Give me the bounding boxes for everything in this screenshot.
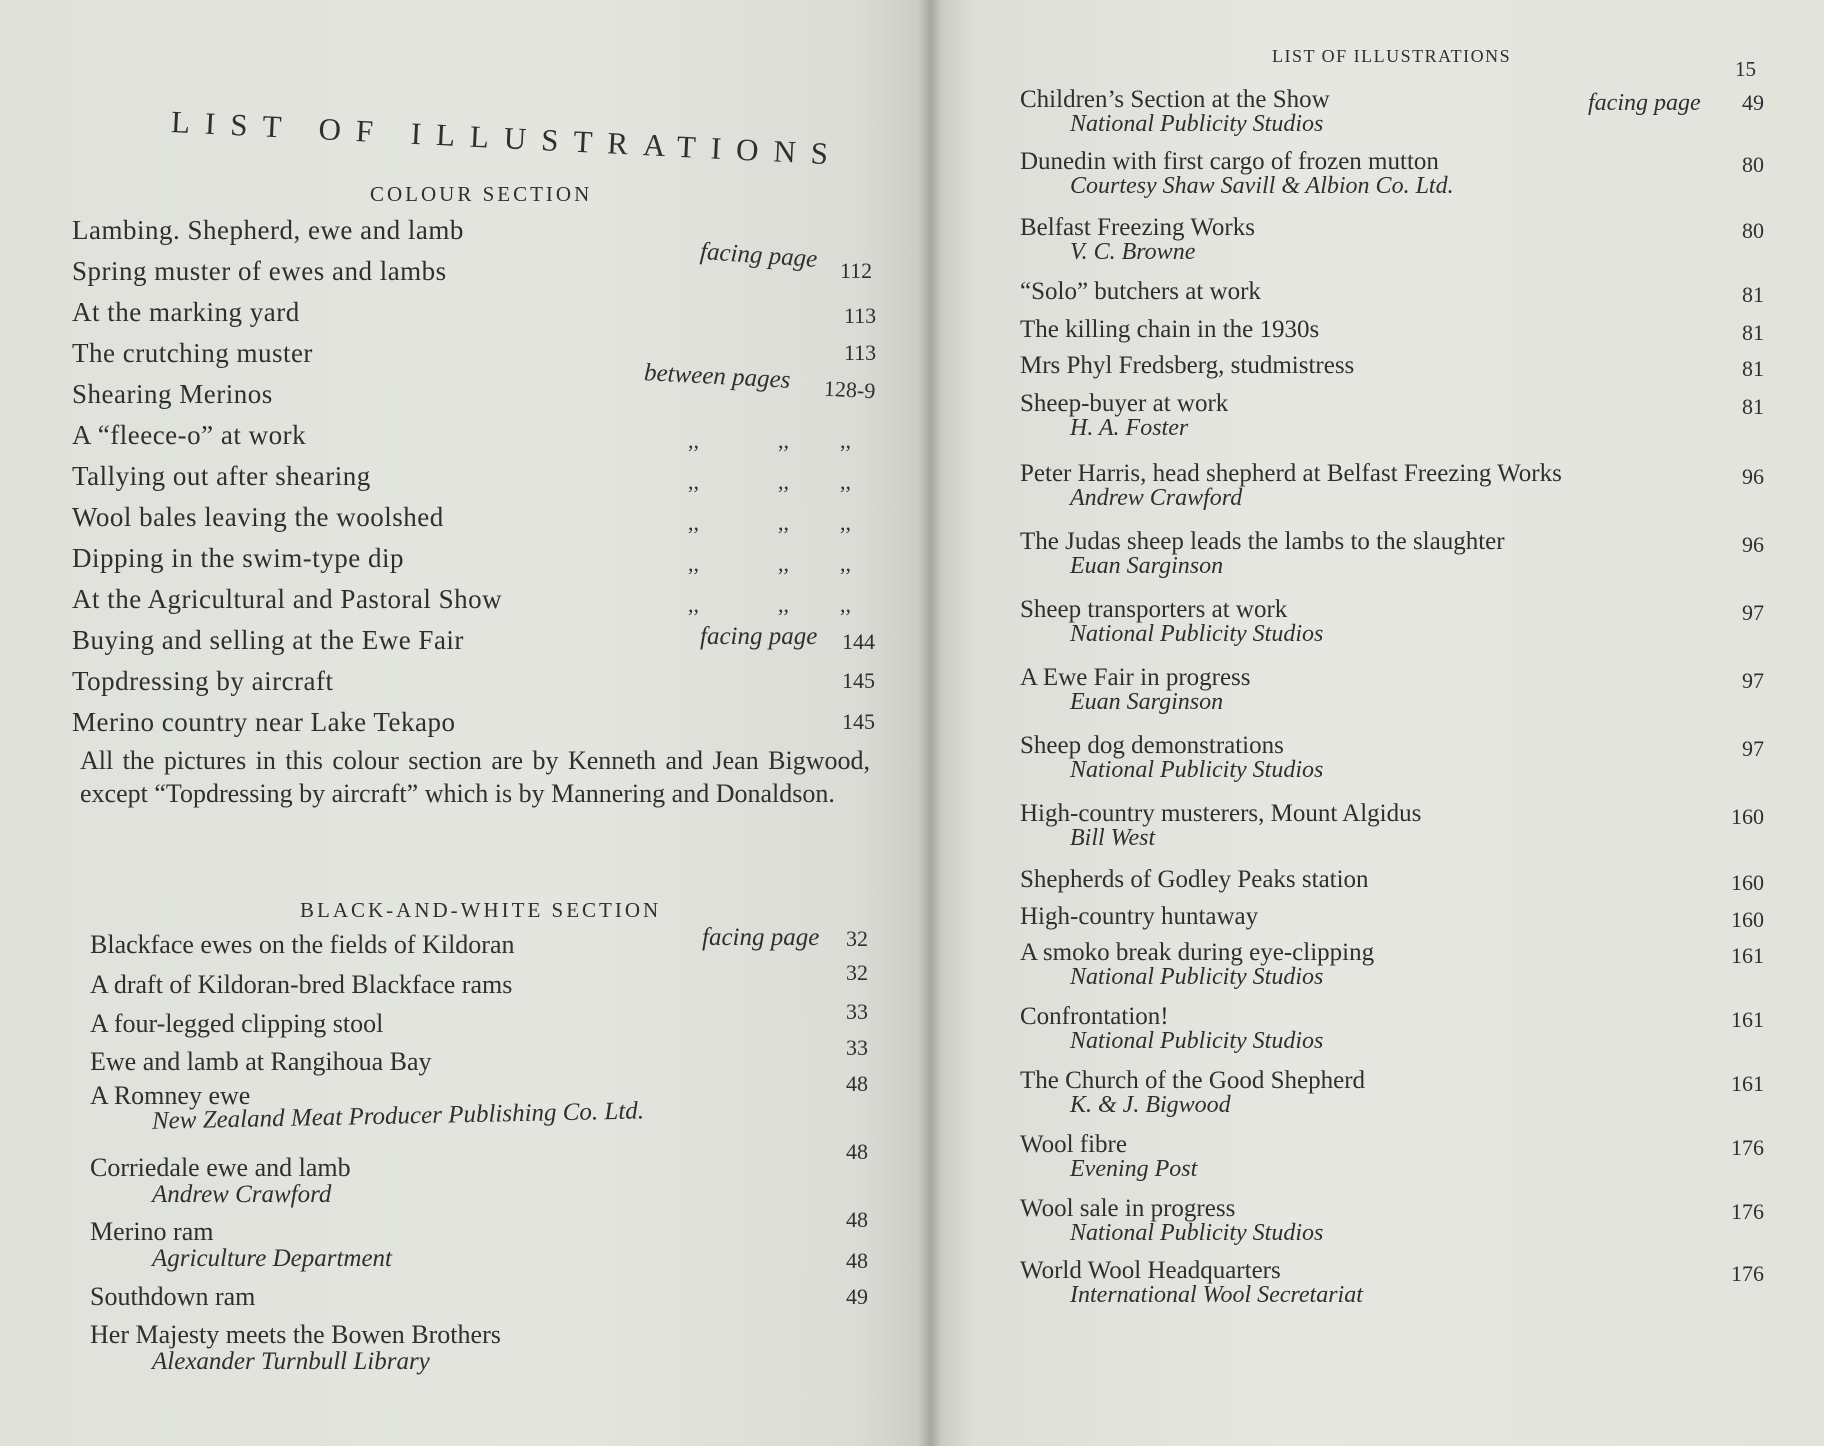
illustration-title: Blackface ewes on the fields of Kildoran [90, 930, 515, 959]
illustration-title: Wool bales leaving the woolshed [72, 502, 444, 532]
illustration-title: A draft of Kildoran-bred Blackface rams [90, 970, 513, 999]
facing-page-note: facing page [700, 623, 818, 650]
page-number: 81 [1742, 394, 1764, 419]
list-item [72, 666, 875, 707]
list-item [1020, 352, 1764, 390]
list-item [90, 960, 870, 1009]
list-item [1020, 903, 1764, 939]
list-item [72, 420, 872, 461]
illustration-title: A four-legged clipping stool [90, 1009, 384, 1038]
page-number: 32 [846, 960, 868, 985]
page-number: 97 [1742, 668, 1764, 693]
list-item [1020, 528, 1764, 596]
ditto-mark: ,, [778, 510, 789, 535]
ditto-mark: ,, [778, 592, 789, 617]
list-item [90, 1139, 870, 1217]
page-number: 160 [1731, 907, 1764, 932]
illustration-title: At the marking yard [72, 297, 300, 327]
ditto-mark: ,, [840, 469, 851, 494]
list-item [1020, 390, 1764, 460]
photo-credit: Alexander Turnbull Library [152, 1348, 430, 1375]
page-number: 33 [846, 1035, 868, 1060]
ditto-mark: ,, [688, 592, 699, 617]
illustration-title: Southdown ram [90, 1282, 256, 1311]
right-illustrations-list [1020, 86, 1764, 1319]
list-item [90, 1071, 870, 1153]
illustration-title: World Wool Headquarters [1020, 1257, 1281, 1284]
illustration-title: Her Majesty meets the Bowen Brothers [90, 1320, 501, 1349]
page-number: 81 [1742, 282, 1764, 307]
bw-section-list [90, 924, 870, 1384]
list-item [1020, 278, 1764, 316]
illustration-title: Mrs Phyl Fredsberg, studmistress [1020, 352, 1355, 379]
page-number: 112 [840, 258, 873, 283]
list-item [1020, 732, 1764, 800]
page-number: 176 [1731, 1135, 1764, 1160]
page-number: 32 [846, 926, 868, 951]
ditto-mark: ,, [840, 592, 851, 617]
illustration-title: Ewe and lamb at Rangihoua Bay [90, 1047, 432, 1076]
list-item [1020, 866, 1764, 903]
page-number: 176 [1731, 1261, 1764, 1286]
ditto-mark: ,, [688, 469, 699, 494]
list-item [1020, 1131, 1764, 1195]
list-item [72, 623, 875, 666]
illustration-title: Wool fibre [1020, 1131, 1127, 1158]
photo-credit: New Zealand Meat Producer Publishing Co. Ltd. [151, 1097, 645, 1135]
illustration-title: Corriedale ewe and lamb [90, 1153, 351, 1182]
page-number: 176 [1731, 1199, 1764, 1224]
photo-credit: Courtesy Shaw Savill & Albion Co. Ltd. [1070, 173, 1454, 199]
colour-credit-note: All the pictures in this colour section are by Kenneth and Jean Bigwood, except “Topdressing by aircraft” which is by Mannering and Donaldson. [80, 746, 870, 808]
illustration-title: High-country musterers, Mount Algidus [1020, 800, 1422, 827]
facing-page-note: facing page [702, 924, 820, 951]
illustration-title: Dipping in the swim-type dip [72, 543, 404, 573]
facing-page-note: facing page [1588, 90, 1701, 116]
list-item [90, 1207, 870, 1282]
page-number: 113 [844, 340, 877, 365]
photo-credit: National Publicity Studios [1070, 964, 1324, 990]
page-number: 48 [846, 1071, 868, 1096]
page-number: 161 [1731, 1071, 1764, 1096]
list-item [90, 999, 870, 1047]
photo-credit: H. A. Foster [1070, 415, 1189, 441]
page-number: 113 [844, 303, 877, 328]
page-number-folio: 15 [1735, 57, 1756, 81]
illustration-title: The killing chain in the 1930s [1020, 316, 1320, 343]
illustration-title: Shepherds of Godley Peaks station [1020, 866, 1369, 893]
list-item [72, 237, 873, 297]
book-gutter [918, 0, 942, 1446]
photo-credit: Euan Sarginson [1070, 553, 1224, 579]
facing-page-note: facing page [699, 237, 819, 274]
list-item [72, 359, 876, 420]
running-head: LIST OF ILLUSTRATIONS [1272, 46, 1512, 66]
list-item [1020, 460, 1764, 528]
illustration-title: Merino country near Lake Tekapo [72, 707, 456, 737]
illustration-title: Confrontation! [1020, 1003, 1169, 1030]
page-number: 161 [1731, 1007, 1764, 1032]
photo-credit: V. C. Browne [1070, 239, 1196, 265]
ditto-mark: ,, [840, 510, 851, 535]
page-number: 81 [1742, 356, 1764, 381]
photo-credit: Andrew Crawford [152, 1181, 332, 1208]
list-item [1020, 1067, 1764, 1131]
ditto-mark: ,, [778, 428, 789, 453]
page-number: 48 [846, 1207, 868, 1232]
illustration-title: Shearing Merinos [72, 379, 273, 409]
list-item [1020, 664, 1764, 732]
list-item [1020, 800, 1764, 866]
colour-section-list [72, 215, 877, 748]
ditto-mark: ,, [778, 551, 789, 576]
ditto-mark: ,, [840, 551, 851, 576]
illustration-title: Topdressing by aircraft [72, 666, 334, 696]
photo-credit: Euan Sarginson [1070, 689, 1224, 715]
colour-section-heading: COLOUR SECTION [370, 182, 593, 206]
page-number: 160 [1731, 804, 1764, 829]
photo-credit: K. & J. Bigwood [1070, 1092, 1231, 1118]
photo-credit: Bill West [1070, 825, 1156, 851]
illustration-title: The Judas sheep leads the lambs to the slaughter [1020, 528, 1505, 555]
page-number: 96 [1742, 464, 1764, 489]
photo-credit: Agriculture Department [152, 1245, 393, 1272]
illustration-title: A Romney ewe [90, 1081, 251, 1110]
page-title: LIST OF ILLUSTRATIONS [170, 104, 844, 172]
illustration-title: Peter Harris, head shepherd at Belfast Freezing Works [1020, 460, 1562, 487]
illustration-title: A “fleece-o” at work [72, 420, 307, 450]
list-item [72, 502, 872, 543]
illustration-title: Children’s Section at the Show [1020, 86, 1330, 113]
list-item [90, 1035, 870, 1081]
ditto-mark: ,, [840, 428, 851, 453]
page-number: 48 [846, 1248, 868, 1273]
photo-credit: National Publicity Studios [1070, 111, 1324, 137]
list-item [1020, 1003, 1764, 1067]
page-number: 80 [1742, 218, 1764, 243]
photo-credit: National Publicity Studios [1070, 757, 1324, 783]
list-item [1020, 86, 1764, 148]
page-number: 128-9 [823, 375, 876, 404]
illustration-title: Belfast Freezing Works [1020, 214, 1255, 241]
photo-credit: National Publicity Studios [1070, 1028, 1324, 1054]
photo-credit: International Wool Secretariat [1070, 1282, 1363, 1308]
list-item [72, 707, 875, 748]
list-item [1020, 939, 1764, 1003]
list-item [1020, 1257, 1764, 1319]
illustration-title: Dunedin with first cargo of frozen mutton [1020, 148, 1439, 175]
illustration-title: A smoko break during eye-clipping [1020, 939, 1375, 966]
ditto-mark: ,, [688, 510, 699, 535]
illustration-title: Lambing. Shepherd, ewe and lamb [72, 215, 464, 245]
page-number: 161 [1731, 943, 1764, 968]
ditto-mark: ,, [778, 469, 789, 494]
illustration-title: Sheep transporters at work [1020, 596, 1288, 623]
illustration-title: At the Agricultural and Pastoral Show [72, 584, 503, 614]
illustration-title: Buying and selling at the Ewe Fair [72, 625, 464, 655]
list-item [72, 297, 877, 338]
ditto-mark: ,, [688, 428, 699, 453]
photo-credit: National Publicity Studios [1070, 1220, 1324, 1246]
list-item [1020, 1195, 1764, 1257]
page-number: 48 [846, 1139, 868, 1164]
page-number: 145 [842, 709, 875, 734]
page-number: 97 [1742, 600, 1764, 625]
page-number: 33 [846, 999, 868, 1024]
bw-section-heading: BLACK-AND-WHITE SECTION [300, 898, 662, 922]
page-number: 160 [1731, 870, 1764, 895]
illustration-title: A Ewe Fair in progress [1020, 664, 1251, 691]
page-number: 81 [1742, 320, 1764, 345]
list-item [1020, 316, 1764, 352]
ditto-mark: ,, [688, 551, 699, 576]
list-item [1020, 148, 1764, 214]
page-number: 49 [1742, 90, 1764, 115]
page-number: 80 [1742, 152, 1764, 177]
photo-credit: Evening Post [1070, 1156, 1198, 1182]
illustration-title: The crutching muster [72, 338, 313, 368]
illustration-title: Sheep-buyer at work [1020, 390, 1229, 417]
list-item [1020, 596, 1764, 664]
photo-credit: National Publicity Studios [1070, 621, 1324, 647]
list-item [1020, 214, 1764, 278]
page-number: 144 [842, 629, 875, 654]
illustration-title: “Solo” butchers at work [1020, 278, 1261, 305]
list-item [72, 543, 872, 584]
list-item [72, 584, 872, 625]
list-item [90, 924, 870, 970]
illustration-title: Sheep dog demonstrations [1020, 732, 1284, 759]
illustration-title: High-country huntaway [1020, 903, 1259, 930]
page-number: 96 [1742, 532, 1764, 557]
page-number: 49 [846, 1284, 868, 1309]
illustration-title: Spring muster of ewes and lambs [72, 256, 447, 286]
between-pages-note: between pages [643, 359, 792, 394]
photo-credit: Andrew Crawford [1070, 485, 1243, 511]
illustration-title: Merino ram [90, 1217, 214, 1246]
page-number: 145 [842, 668, 875, 693]
illustration-title: The Church of the Good Shepherd [1020, 1067, 1366, 1094]
page-number: 97 [1742, 736, 1764, 761]
list-item [72, 461, 872, 502]
illustration-title: Tallying out after shearing [72, 461, 371, 491]
illustration-title: Wool sale in progress [1020, 1195, 1236, 1222]
